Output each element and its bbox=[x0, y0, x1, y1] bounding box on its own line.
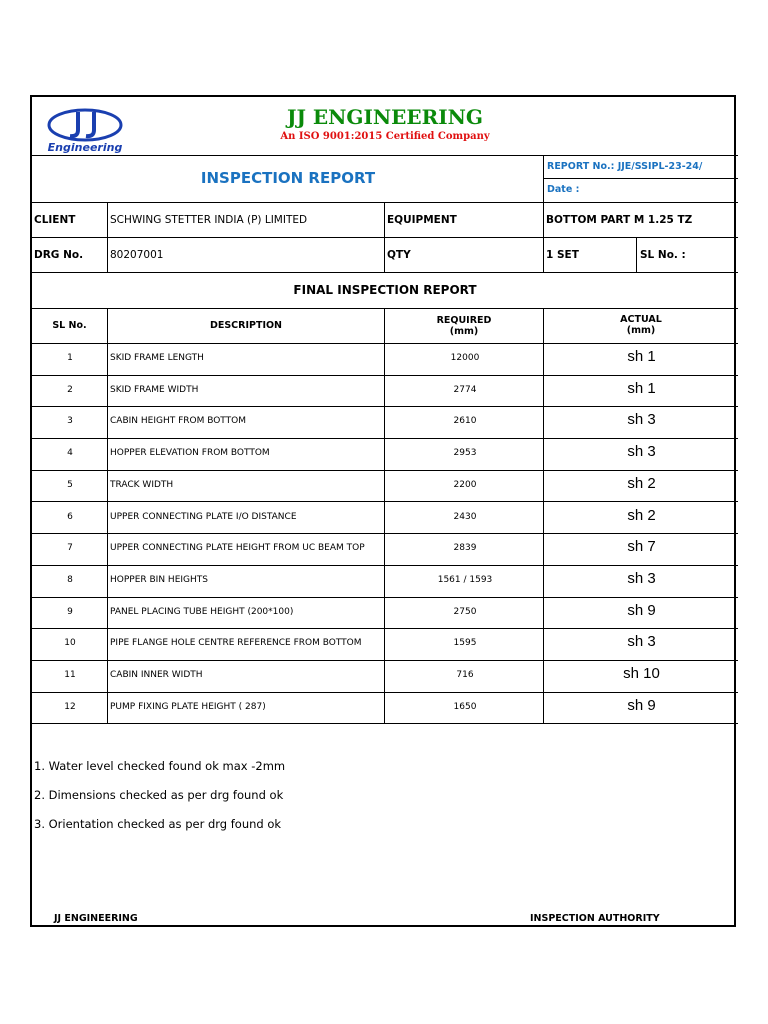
report-title: INSPECTION REPORT bbox=[200, 169, 376, 187]
cell-required: 2750 bbox=[453, 606, 477, 617]
client-value: SCHWING STETTER INDIA (P) LIMITED bbox=[110, 214, 308, 226]
date-label: Date : bbox=[547, 184, 580, 195]
cell-sl-no: 7 bbox=[67, 543, 73, 554]
table-row bbox=[32, 692, 738, 724]
cell-description: HOPPER BIN HEIGHTS bbox=[110, 574, 208, 585]
client-label: CLIENT bbox=[34, 214, 76, 226]
cell-actual: sh 1 bbox=[627, 379, 656, 397]
divider bbox=[384, 202, 385, 272]
cell-actual: sh 3 bbox=[627, 633, 656, 651]
cell-required: 2430 bbox=[453, 511, 477, 522]
required-unit: (mm) bbox=[449, 326, 479, 337]
cell-sl-no: 5 bbox=[67, 479, 73, 490]
cell-description: PUMP FIXING PLATE HEIGHT ( 287) bbox=[110, 701, 266, 712]
cell-actual: sh 3 bbox=[627, 569, 656, 587]
cell-required: 1650 bbox=[453, 701, 477, 712]
divider bbox=[32, 237, 738, 238]
company-name: JJ ENGINEERING bbox=[287, 105, 483, 129]
signature-company: JJ ENGINEERING bbox=[54, 913, 138, 924]
sl-no-label: SL No. : bbox=[640, 249, 686, 261]
required-label: REQUIRED bbox=[436, 315, 492, 326]
drg-value: 80207001 bbox=[110, 249, 164, 261]
table-row bbox=[32, 565, 738, 597]
cell-actual: sh 9 bbox=[627, 696, 656, 714]
cell-description: TRACK WIDTH bbox=[110, 479, 174, 490]
qty-value: 1 SET bbox=[546, 249, 579, 261]
cell-description: CABIN INNER WIDTH bbox=[110, 670, 203, 680]
cell-required: 2200 bbox=[453, 479, 477, 490]
cell-sl-no: 11 bbox=[64, 670, 76, 680]
cell-description: SKID FRAME WIDTH bbox=[110, 384, 199, 395]
signature-authority: INSPECTION AUTHORITY bbox=[530, 913, 660, 924]
equipment-label: EQUIPMENT bbox=[387, 214, 457, 226]
divider bbox=[32, 155, 738, 156]
cell-sl-no: 8 bbox=[67, 574, 73, 585]
cell-required: 1561 / 1593 bbox=[437, 574, 493, 585]
cell-sl-no: 1 bbox=[67, 353, 73, 363]
divider bbox=[636, 237, 637, 272]
cell-description: PANEL PLACING TUBE HEIGHT (200*100) bbox=[110, 606, 294, 617]
row-divider bbox=[32, 723, 738, 724]
cell-required: 716 bbox=[456, 670, 474, 680]
table-row bbox=[32, 660, 738, 692]
divider bbox=[32, 272, 738, 273]
company-logo bbox=[42, 103, 128, 153]
cell-actual: sh 2 bbox=[627, 506, 656, 524]
col-header-description: DESCRIPTION bbox=[209, 320, 283, 331]
col-header-sl: SL No. bbox=[52, 320, 87, 331]
cell-description: SKID FRAME LENGTH bbox=[110, 353, 204, 363]
divider bbox=[32, 308, 738, 309]
inspection-report-sheet bbox=[30, 95, 736, 927]
table-row bbox=[32, 628, 738, 660]
equipment-value: BOTTOM PART M 1.25 TZ bbox=[546, 214, 693, 226]
cell-sl-no: 3 bbox=[67, 416, 73, 427]
cell-required: 2610 bbox=[453, 416, 477, 427]
note-3: 3. Orientation checked as per drg found ok bbox=[34, 817, 282, 831]
cell-description: HOPPER ELEVATION FROM BOTTOM bbox=[110, 448, 270, 459]
cell-sl-no: 6 bbox=[67, 511, 73, 522]
cell-actual: sh 10 bbox=[623, 665, 660, 682]
logo-text: Engineering bbox=[47, 141, 123, 153]
drg-label: DRG No. bbox=[34, 249, 84, 261]
cell-actual: sh 1 bbox=[627, 348, 656, 365]
note-1: 1. Water level checked found ok max -2mm bbox=[34, 759, 286, 773]
table-row bbox=[32, 375, 738, 407]
table-row bbox=[32, 533, 738, 565]
qty-label: QTY bbox=[387, 249, 411, 261]
divider bbox=[543, 155, 544, 203]
cell-required: 2953 bbox=[453, 448, 477, 459]
cell-description: UPPER CONNECTING PLATE I/O DISTANCE bbox=[110, 511, 297, 522]
note-2: 2. Dimensions checked as per drg found ok bbox=[34, 788, 284, 802]
table-row bbox=[32, 406, 738, 438]
table-row bbox=[32, 343, 738, 375]
cell-description: UPPER CONNECTING PLATE HEIGHT FROM UC BEAM TOP bbox=[110, 543, 365, 554]
divider bbox=[543, 178, 738, 179]
cell-required: 2774 bbox=[453, 384, 477, 395]
col-header-required bbox=[385, 315, 543, 337]
actual-unit: (mm) bbox=[626, 325, 656, 336]
cell-description: CABIN HEIGHT FROM BOTTOM bbox=[110, 416, 246, 427]
cell-sl-no: 12 bbox=[64, 701, 76, 712]
divider bbox=[107, 202, 108, 272]
table-row bbox=[32, 470, 738, 502]
cell-required: 2839 bbox=[453, 543, 477, 554]
divider bbox=[32, 202, 738, 203]
cell-actual: sh 7 bbox=[627, 538, 656, 556]
cell-sl-no: 2 bbox=[67, 384, 73, 395]
col-header-actual bbox=[544, 314, 738, 336]
table-row bbox=[32, 438, 738, 470]
actual-label: ACTUAL bbox=[620, 314, 662, 325]
cell-actual: sh 2 bbox=[627, 474, 656, 492]
table-row bbox=[32, 502, 738, 534]
cell-required: 1595 bbox=[453, 638, 477, 649]
cell-actual: sh 3 bbox=[627, 411, 656, 429]
table-row bbox=[32, 597, 738, 629]
jj-logo-icon bbox=[42, 103, 128, 153]
iso-certification: An ISO 9001:2015 Certified Company bbox=[280, 131, 490, 142]
cell-sl-no: 10 bbox=[64, 638, 76, 649]
section-title: FINAL INSPECTION REPORT bbox=[293, 283, 477, 297]
cell-sl-no: 4 bbox=[67, 448, 73, 459]
cell-actual: sh 9 bbox=[627, 601, 656, 619]
report-number: REPORT No.: JJE/SSIPL-23-24/ bbox=[547, 161, 703, 172]
cell-description: PIPE FLANGE HOLE CENTRE REFERENCE FROM BOTTOM bbox=[110, 638, 362, 649]
cell-required: 12000 bbox=[450, 353, 480, 363]
cell-sl-no: 9 bbox=[67, 606, 73, 617]
divider bbox=[543, 202, 544, 272]
cell-actual: sh 3 bbox=[627, 443, 656, 461]
